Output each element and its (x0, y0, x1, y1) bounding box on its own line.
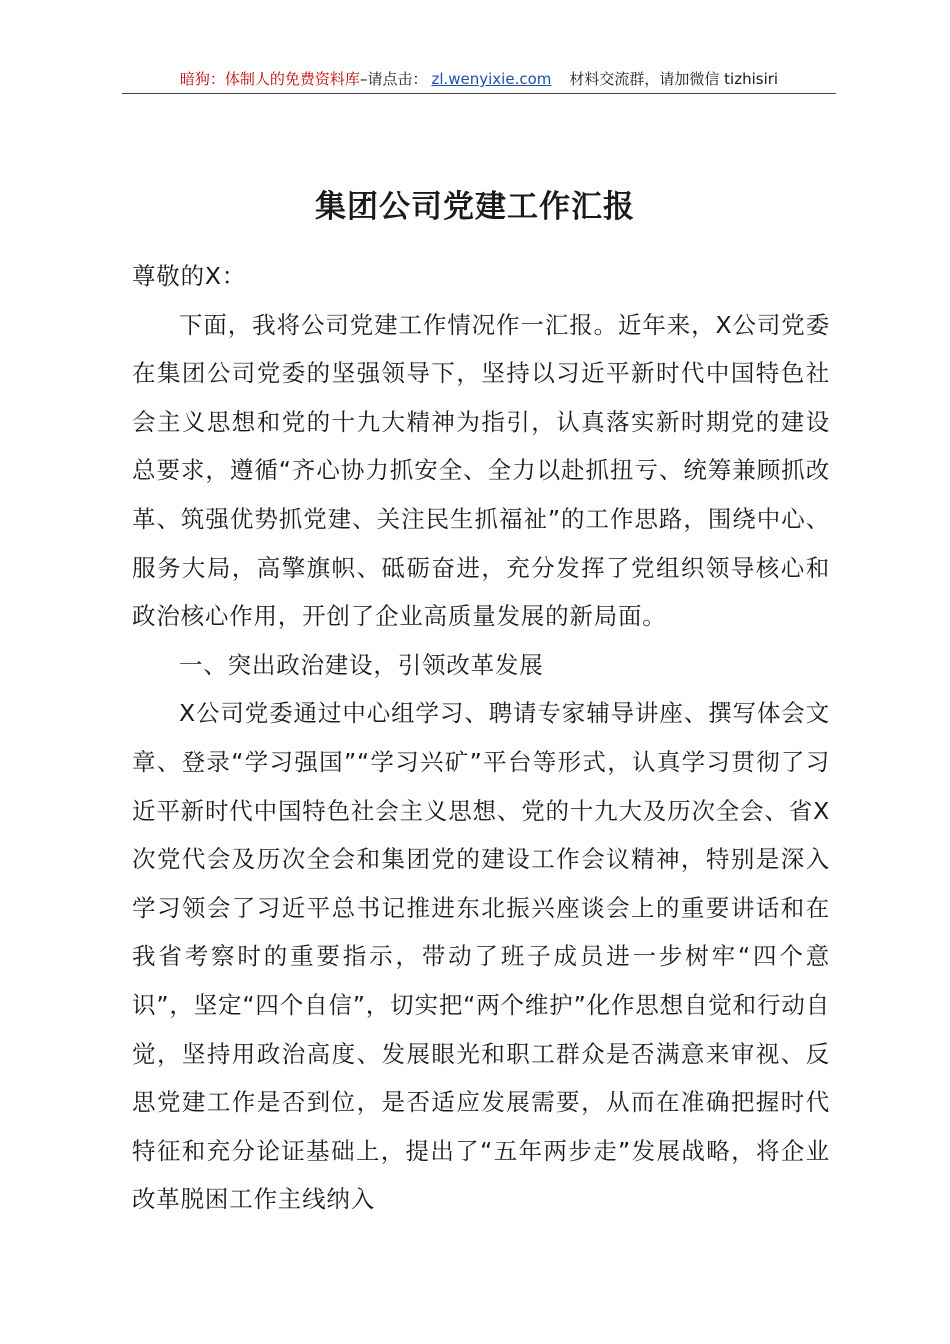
intro-paragraph: 下面，我将公司党建工作情况作一汇报。近年来，X公司党委在集团公司党委的坚强领导下，坚持以习近平新时代中国特色社会主义思想和党的十九大精神为指引，认真落实新时期党的建设总要求，遵循“齐心协力抓安全、全力以赴抓扭亏、统筹兼顾抓改革、筑强优势抓党建、关注民生抓福祉”的工作思路，围绕中心、服务大局，高擎旗帜、砥砺奋进，充分发挥了党组织领导核心和政治核心作用，开创了企业高质量发展的新局面。 (132, 310, 830, 631)
page-header (122, 66, 836, 92)
section-heading: 一、突出政治建设，引领改革发展 (179, 650, 544, 679)
header-divider (122, 93, 836, 94)
document-title: 集团公司党建工作汇报 (315, 188, 635, 225)
document-body (132, 252, 830, 1224)
header-link[interactable]: zl.wenyixie.com (431, 70, 552, 88)
section-paragraph: X公司党委通过中心组学习、聘请专家辅导讲座、撰写体会文章、登录“学习强国”“学习兴矿”平台等形式，认真学习贯彻了习近平新时代中国特色社会主义思想、党的十九大及历次全会、省X次党代会及历次全会和集团党的建设工作会议精神，特别是深入学习领会了习近平总书记推进东北振兴座谈会上的重要讲话和在我省考察时的重要指示，带动了班子成员进一步树牢“四个意识”，坚定“四个自信”，切实把“两个维护”化作思想自觉和行动自觉，坚持用政治高度、发展眼光和职工群众是否满意来审视、反思党建工作是否到位，是否适应发展需要，从而在准确把握时代特征和充分论证基础上，提出了“五年两步走”发展战略，将企业改革脱困工作主线纳入 (132, 699, 830, 1214)
header-brand: 暗狗：体制人的免费资料库 (179, 70, 360, 88)
salutation: 尊敬的X： (132, 262, 247, 290)
header-prompt: –请点击： (359, 70, 428, 88)
header-note: 材料交流群，请加微信 tizhisiri (569, 70, 779, 88)
